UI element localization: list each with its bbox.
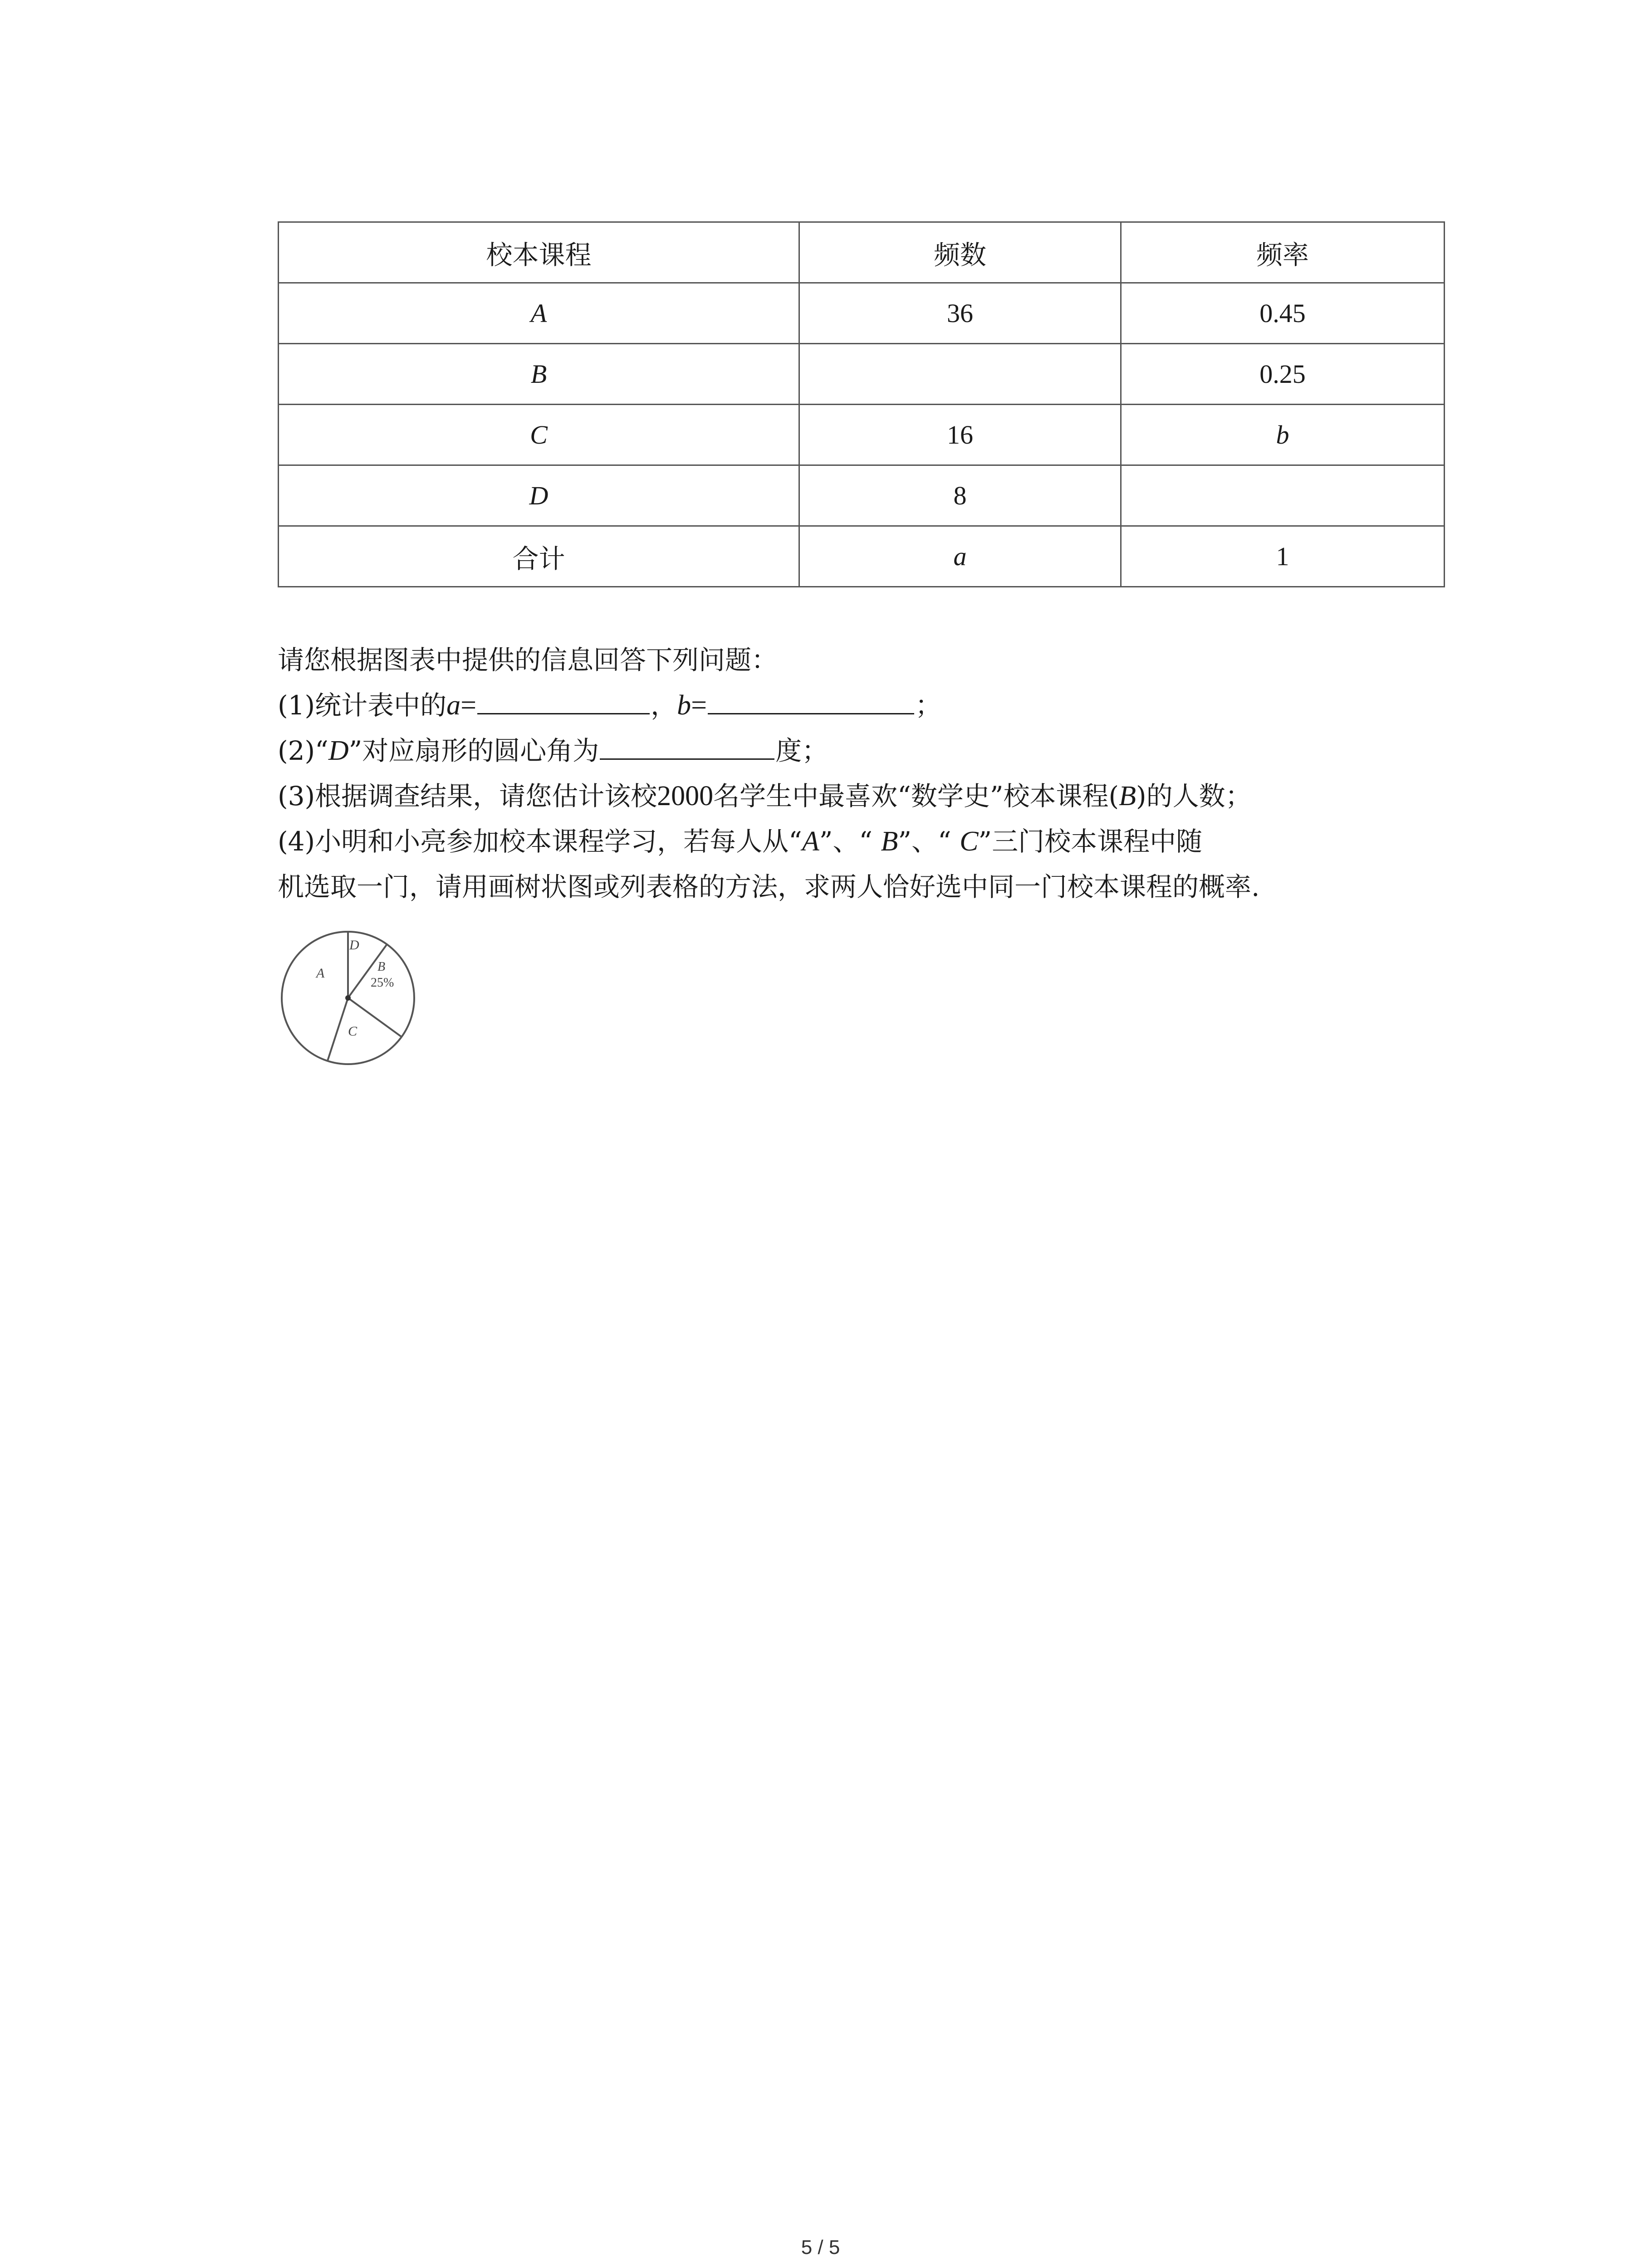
q4-prefix: (4)小明和小亮参加校本课程学习，若每人从“	[278, 826, 802, 857]
pie-label-a: A	[316, 966, 325, 981]
pie-label-b: B	[377, 960, 386, 974]
header-frequency: 频数	[799, 222, 1121, 283]
q2-mid: ”对应扇形的圆心角为	[348, 735, 599, 766]
cell-course: B	[279, 344, 799, 405]
table-row	[279, 344, 1445, 405]
q4-sep-1: ”、“	[819, 826, 881, 857]
q1-end: ；	[915, 690, 942, 721]
q4-option-b: B	[881, 826, 898, 857]
cell-frequency: 8	[799, 465, 1121, 526]
table-header-row	[279, 222, 1445, 283]
question-3	[278, 773, 1457, 819]
pie-label-c: C	[348, 1024, 358, 1039]
q4-option-a: A	[802, 826, 819, 857]
q4-end: ”三门校本课程中随	[978, 826, 1203, 857]
question-2	[278, 728, 1457, 773]
cell-rate: b	[1121, 405, 1445, 465]
q3-var-b: B	[1119, 781, 1136, 811]
q4-option-c: C	[960, 826, 979, 857]
page-number: 5 / 5	[801, 2236, 840, 2258]
answer-blank-a[interactable]	[477, 685, 650, 714]
header-course: 校本课程	[279, 222, 799, 283]
question-intro: 请您根据图表中提供的信息回答下列问题：	[278, 645, 778, 675]
cell-course: D	[279, 465, 799, 526]
cell-course: C	[279, 405, 799, 465]
table-row	[279, 283, 1445, 344]
cell-frequency: 16	[799, 405, 1121, 465]
cell-frequency: a	[799, 526, 1121, 587]
pie-center-dot	[345, 995, 351, 1001]
table-total-row	[279, 526, 1445, 587]
pie-divider-line	[328, 998, 348, 1061]
cell-course: 合计	[279, 526, 799, 587]
q1-prefix: (1)统计表中的	[278, 690, 447, 721]
q3-mid: 名学生中最喜欢“数学史”校本课程(	[713, 781, 1119, 811]
question-block	[278, 637, 1457, 909]
q1-comma: ，	[651, 690, 677, 721]
answer-blank-angle[interactable]	[600, 730, 774, 760]
cell-frequency	[799, 344, 1121, 405]
q1-var-b: b	[677, 690, 691, 721]
q2-prefix: (2)“	[278, 735, 328, 766]
q1-equals-a: =	[460, 690, 477, 721]
q3-number: 2000	[657, 781, 714, 811]
question-4-line-2: 机选取一门，请用画树状图或列表格的方法，求两人恰好选中同一门校本课程的概率.	[278, 871, 1260, 902]
question-4	[278, 819, 1457, 864]
statistics-table	[278, 221, 1445, 587]
cell-rate: 1	[1121, 526, 1445, 587]
pie-label-d: D	[349, 938, 359, 953]
pie-chart-figure	[278, 928, 418, 1068]
header-rate: 频率	[1121, 222, 1445, 283]
q2-end: 度；	[775, 735, 828, 766]
q1-equals-b: =	[691, 690, 707, 721]
q1-var-a: a	[446, 690, 461, 721]
pie-label-b-percent: 25%	[371, 976, 394, 990]
cell-rate: 0.45	[1121, 283, 1445, 344]
q4-sep-2: ”、“	[898, 826, 960, 857]
table-row	[279, 465, 1445, 526]
cell-course: A	[279, 283, 799, 344]
cell-frequency: 36	[799, 283, 1121, 344]
q2-var-d: D	[328, 735, 349, 766]
q3-prefix: (3)根据调查结果，请您估计该校	[278, 781, 657, 811]
answer-blank-b[interactable]	[708, 685, 914, 714]
cell-rate: 0.25	[1121, 344, 1445, 405]
table-row	[279, 405, 1445, 465]
q3-end: )的人数；	[1136, 781, 1252, 811]
cell-rate	[1121, 465, 1445, 526]
question-1	[278, 683, 1457, 728]
